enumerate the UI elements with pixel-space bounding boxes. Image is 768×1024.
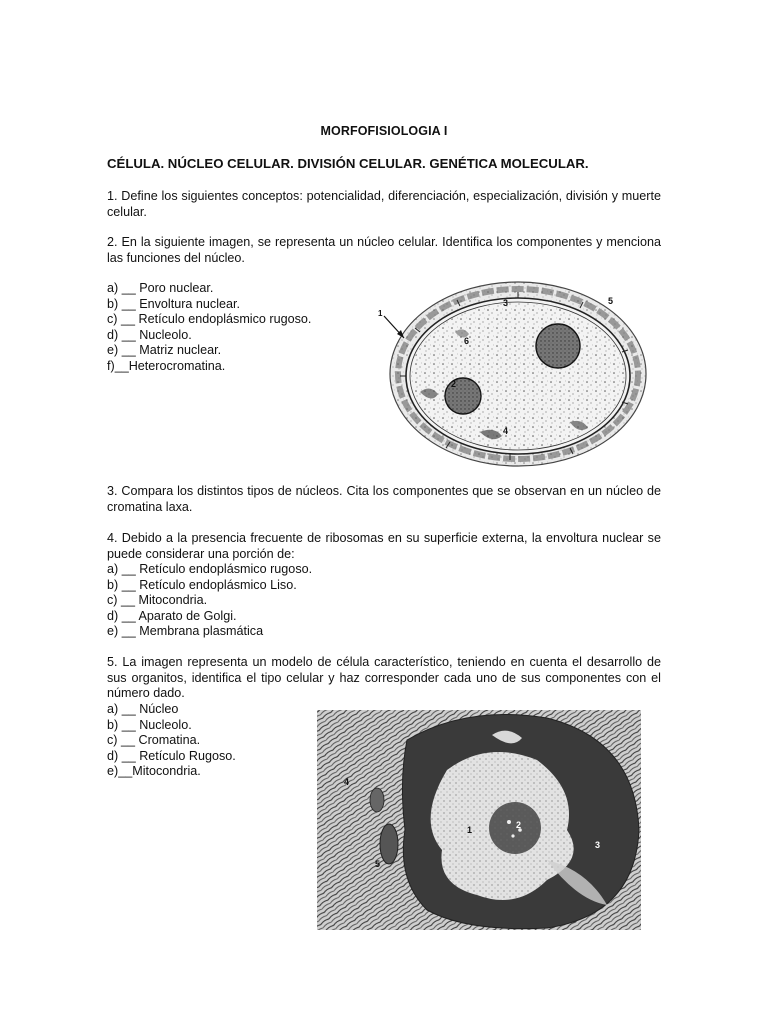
- option-4e: e) __ Membrana plasmática: [107, 624, 264, 639]
- question-4-options: [107, 562, 312, 640]
- option-2a: a) __ Poro nuclear.: [107, 281, 214, 295]
- option-5b: b) __ Nucleolo.: [107, 717, 192, 732]
- figure2-label-5: 5: [375, 859, 381, 869]
- question-5-options: [107, 702, 236, 780]
- option-2c: c) __ Retículo endoplásmico rugoso.: [107, 312, 312, 327]
- figure2-label-2: 2: [516, 820, 522, 830]
- nucleus-diagram-figure: [360, 272, 660, 477]
- figure1-label-3: 3: [503, 298, 509, 308]
- figure1-label-6: 6: [464, 336, 470, 346]
- figure2-label-4: 4: [344, 777, 350, 787]
- cell-micrograph-figure: [317, 710, 641, 930]
- question-2: 2. En la siguiente imagen, se representa un núcleo celular. Identifica los componentes y menciona las funciones del núcleo.: [107, 235, 661, 265]
- figure2-label-3: 3: [595, 840, 601, 850]
- option-4a: a) __ Retículo endoplásmico rugoso.: [107, 562, 313, 576]
- option-2e: e) __ Matriz nuclear.: [107, 343, 222, 358]
- question-1: 1. Define los siguientes conceptos: potencialidad, diferenciación, especialización, división y muerte celular.: [107, 189, 661, 219]
- option-4d: d) __ Aparato de Golgi.: [107, 608, 237, 623]
- option-2f: f)__Heterocromatina.: [107, 358, 226, 373]
- figure1-label-4: 4: [503, 426, 509, 436]
- option-4b: b) __ Retículo endoplásmico Liso.: [107, 577, 297, 592]
- document-subtitle: CÉLULA. NÚCLEO CELULAR. DIVISIÓN CELULAR. GENÉTICA MOLECULAR.: [107, 156, 589, 171]
- question-5: 5. La imagen representa un modelo de célula característico, teniendo en cuenta el desarrollo de sus organitos, identifica el tipo celular y haz corresponder cada uno de sus componentes con el número dado.: [107, 655, 661, 701]
- option-5c: c) __ Cromatina.: [107, 733, 201, 748]
- figure2-label-1: 1: [467, 825, 473, 835]
- question-3: 3. Compara los distintos tipos de núcleos. Cita los componentes que se observan en un núcleo de cromatina laxa.: [107, 484, 661, 514]
- figure1-label-1: 1: [378, 309, 383, 318]
- option-5e: e)__Mitocondria.: [107, 764, 201, 779]
- question-4: 4. Debido a la presencia frecuente de ribosomas en su superficie externa, la envoltura nuclear se puede considerar una porción de:: [107, 531, 661, 561]
- figure1-label-5: 5: [608, 296, 614, 306]
- question-2-options: [107, 281, 311, 375]
- option-2b: b) __ Envoltura nuclear.: [107, 296, 241, 311]
- option-4c: c) __ Mitocondria.: [107, 593, 208, 608]
- option-2d: d) __ Nucleolo.: [107, 327, 192, 342]
- option-5d: d) __ Retículo Rugoso.: [107, 748, 236, 763]
- option-5a: a) __ Núcleo: [107, 702, 179, 716]
- document-title: MORFOFISIOLOGIA I: [320, 124, 448, 138]
- figure1-label-2: 2: [451, 379, 457, 389]
